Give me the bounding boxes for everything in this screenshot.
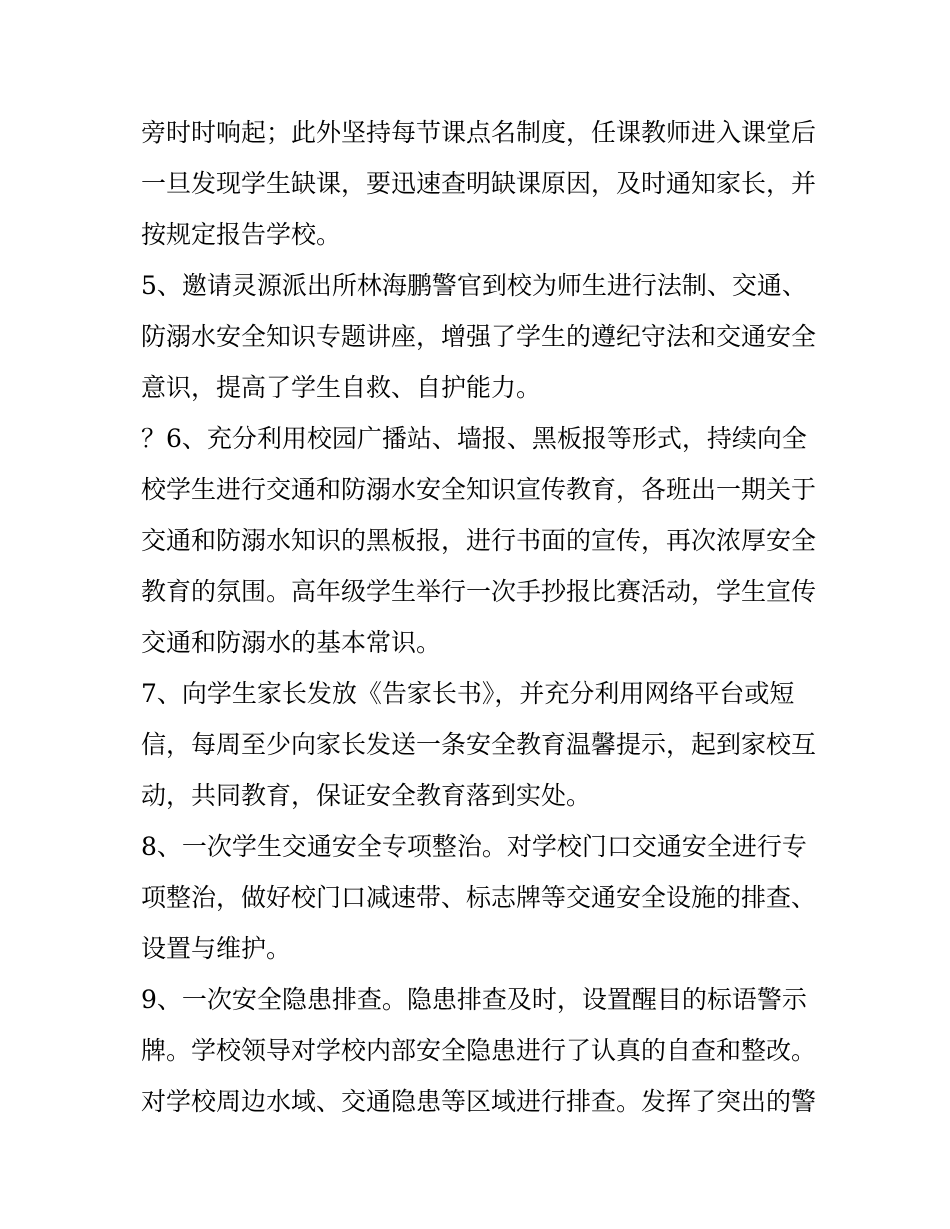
text-line: 8、一次学生交通安全专项整治。对学校门口交通安全进行专 bbox=[141, 832, 807, 861]
text-line: 信，每周至少向家长发送一条安全教育温馨提示，起到家校互 bbox=[141, 730, 817, 759]
text-line: 按规定报告学校。 bbox=[141, 220, 342, 249]
text-line: ？6、充分利用校园广播站、墙报、黑板报等形式，持续向全 bbox=[141, 424, 807, 453]
text-line: 5、邀请灵源派出所林海鹏警官到校为师生进行法制、交通、 bbox=[141, 271, 807, 300]
text-line: 意识，提高了学生自救、自护能力。 bbox=[141, 373, 542, 402]
text-line: 对学校周边水域、交通隐患等区域进行排查。发挥了突出的警 bbox=[141, 1087, 817, 1116]
document-body bbox=[141, 107, 821, 1127]
text-line: 交通和防溺水的基本常识。 bbox=[141, 628, 442, 657]
text-line: 教育的氛围。高年级学生举行一次手抄报比赛活动，学生宣传 bbox=[141, 577, 817, 606]
text-line: 旁时时响起；此外坚持每节课点名制度，任课教师进入课堂后 bbox=[141, 118, 817, 147]
text-line: 一旦发现学生缺课，要迅速查明缺课原因，及时通知家长，并 bbox=[141, 169, 817, 198]
text-line: 9、一次安全隐患排查。隐患排查及时，设置醒目的标语警示 bbox=[141, 985, 807, 1014]
text-line: 项整治，做好校门口减速带、标志牌等交通安全设施的排查、 bbox=[141, 883, 817, 912]
text-line: 防溺水安全知识专题讲座，增强了学生的遵纪守法和交通安全 bbox=[141, 322, 817, 351]
text-line: 牌。学校领导对学校内部安全隐患进行了认真的自查和整改。 bbox=[141, 1036, 817, 1065]
text-line: 设置与维护。 bbox=[141, 934, 292, 963]
text-line: 7、向学生家长发放《告家长书》，并充分利用网络平台或短 bbox=[141, 679, 795, 708]
text-line: 校学生进行交通和防溺水安全知识宣传教育，各班出一期关于 bbox=[141, 475, 817, 504]
text-line: 交通和防溺水知识的黑板报，进行书面的宣传，再次浓厚安全 bbox=[141, 526, 817, 555]
text-line: 动，共同教育，保证安全教育落到实处。 bbox=[141, 781, 592, 810]
